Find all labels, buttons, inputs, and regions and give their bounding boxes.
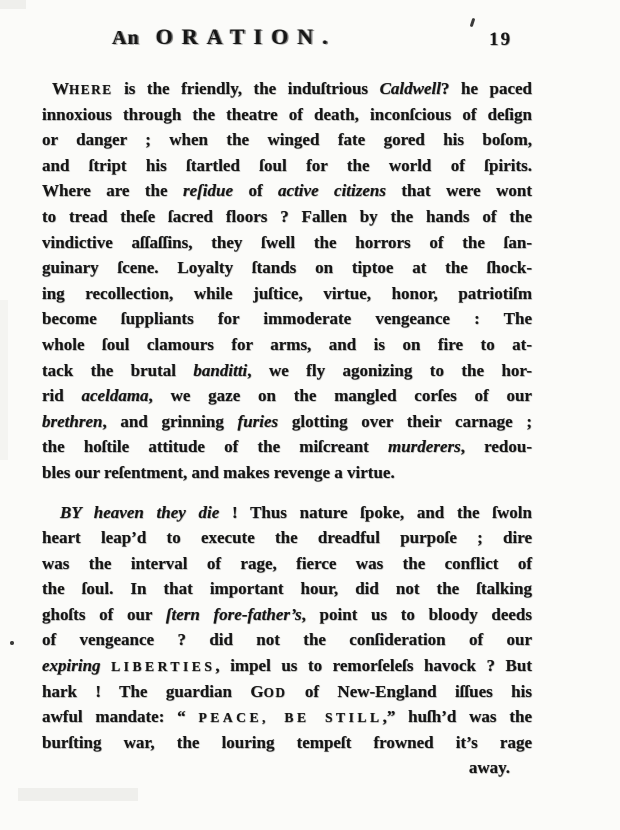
text-segment: the ſoul. In that important hour, did not the ſtalking bbox=[42, 579, 532, 599]
page-number: 19 bbox=[489, 29, 512, 50]
text-segment: PEACE, BE STILL bbox=[198, 710, 383, 726]
paragraph bbox=[42, 500, 532, 756]
text-segment: ſtern fore-father’s bbox=[165, 604, 302, 624]
catchword: away. bbox=[468, 758, 510, 778]
text-line bbox=[42, 230, 532, 256]
text-segment: or danger ; when the winged fate gored his boſom, bbox=[42, 130, 532, 150]
scan-speck bbox=[10, 641, 14, 645]
text-segment: , we gaze on the mangled corſes of our bbox=[148, 386, 532, 406]
text-segment: aceldama bbox=[81, 386, 149, 406]
scan-smudge bbox=[0, 0, 26, 9]
text-segment: guinary ſcene. Loyalty ſtands on tiptoe at the ſhock- bbox=[42, 258, 532, 278]
text-segment: , and grinning bbox=[102, 411, 238, 431]
text-segment: and ſtript his ſtartled ſoul for the world of ſpirits. bbox=[42, 155, 532, 175]
text-line bbox=[42, 576, 532, 602]
text-segment: , impel us to remorſeleſs havock ? But bbox=[215, 656, 532, 676]
text-line bbox=[42, 102, 532, 128]
scan-smudge bbox=[18, 788, 138, 801]
text-segment: burſting war, the louring tempeſt frowned it’s rage bbox=[42, 732, 532, 752]
text-line bbox=[42, 460, 532, 486]
text-segment: become ſuppliants for immoderate vengeance : The bbox=[42, 309, 532, 329]
text-segment: OD bbox=[263, 684, 287, 700]
text-line bbox=[42, 602, 532, 628]
text-line bbox=[42, 358, 532, 384]
text-segment: reſidue bbox=[182, 181, 234, 201]
running-head-prefix: An bbox=[112, 27, 140, 49]
text-segment: , point us to bloody deeds bbox=[301, 604, 533, 624]
text-line bbox=[42, 627, 532, 653]
catchword-line bbox=[42, 755, 532, 781]
text-segment: BY heaven they die bbox=[60, 502, 220, 522]
text-segment: that were wont bbox=[385, 181, 533, 201]
text-line bbox=[42, 704, 532, 730]
text-line bbox=[42, 255, 532, 281]
text-segment: ? he paced bbox=[440, 79, 533, 98]
text-segment: ing recollection, while juſtice, virtue, honor, patriotiſm bbox=[42, 283, 532, 303]
scan-speck bbox=[470, 18, 476, 27]
text-segment: innoxious through the theatre of death, inconſcious of deſign bbox=[42, 104, 532, 124]
text-line bbox=[42, 730, 532, 756]
text-line bbox=[42, 679, 532, 705]
text-line bbox=[42, 551, 532, 577]
text-segment: vindictive aſſaſſins, they ſwell the horrors of the ſan- bbox=[42, 232, 532, 252]
text-line bbox=[42, 653, 532, 679]
text-line bbox=[42, 153, 532, 179]
text-segment: glotting over their carnage ; bbox=[278, 411, 532, 431]
text-segment: rid bbox=[42, 386, 82, 406]
text-line bbox=[42, 76, 532, 102]
text-segment: awful mandate: “ bbox=[42, 707, 199, 727]
text-segment: LIBERTIES bbox=[111, 659, 216, 675]
text-line bbox=[42, 127, 532, 153]
text-line bbox=[42, 525, 532, 551]
text-segment: , redou- bbox=[460, 437, 532, 457]
text-segment: the hoſtile attitude of the miſcreant bbox=[42, 437, 388, 457]
running-head-title: ORATION. bbox=[155, 24, 337, 49]
text-line bbox=[42, 383, 532, 409]
text-segment: Caldwell bbox=[379, 79, 441, 98]
text-segment: of New-England iſſues his bbox=[286, 681, 532, 701]
text-line bbox=[42, 204, 532, 230]
text-line bbox=[42, 178, 532, 204]
text-segment: is the friendly, the induſtrious bbox=[112, 79, 380, 98]
text-segment: to tread theſe ſacred floors ? Fallen by the hands of the bbox=[42, 206, 532, 226]
scan-smudge bbox=[0, 300, 8, 460]
text-segment: ,” huſh’d was the bbox=[382, 707, 532, 727]
text-segment: of vengeance ? did not the conſideration of our bbox=[42, 630, 532, 650]
text-segment: banditti bbox=[193, 360, 248, 380]
text-line bbox=[42, 500, 532, 526]
text-segment: was the interval of rage, fierce was the conflict of bbox=[42, 553, 532, 573]
text-segment: bles our reſentment, and makes revenge a virtue. bbox=[42, 462, 395, 482]
text-segment: Where are the bbox=[42, 181, 183, 201]
text-line bbox=[42, 306, 532, 332]
page-body bbox=[42, 76, 532, 781]
text-segment: heart leap’d to execute the dreadful purpoſe ; dire bbox=[42, 528, 532, 548]
text-segment: of bbox=[233, 181, 279, 201]
text-line bbox=[42, 332, 532, 358]
text-line bbox=[42, 434, 532, 460]
text-line bbox=[42, 409, 532, 435]
text-segment: HERE bbox=[69, 82, 113, 97]
text-segment: ghoſts of our bbox=[42, 604, 166, 624]
text-segment: brethren bbox=[42, 411, 103, 431]
text-segment: W bbox=[52, 79, 69, 98]
running-head bbox=[112, 24, 337, 50]
text-segment: expiring bbox=[42, 656, 112, 676]
text-segment: ! Thus nature ſpoke, and the ſwoln bbox=[219, 502, 532, 522]
text-segment: tack the brutal bbox=[42, 360, 194, 380]
text-segment: whole ſoul clamours for arms, and is on fire to at- bbox=[42, 334, 532, 354]
text-segment: , we fly agonizing to the hor- bbox=[247, 360, 532, 380]
text-segment: murderers bbox=[388, 437, 461, 457]
text-segment: hark ! The guardian G bbox=[42, 681, 264, 701]
text-segment: furies bbox=[237, 411, 279, 431]
paragraph bbox=[42, 76, 532, 486]
text-line bbox=[42, 281, 532, 307]
text-segment: active citizens bbox=[278, 181, 386, 201]
